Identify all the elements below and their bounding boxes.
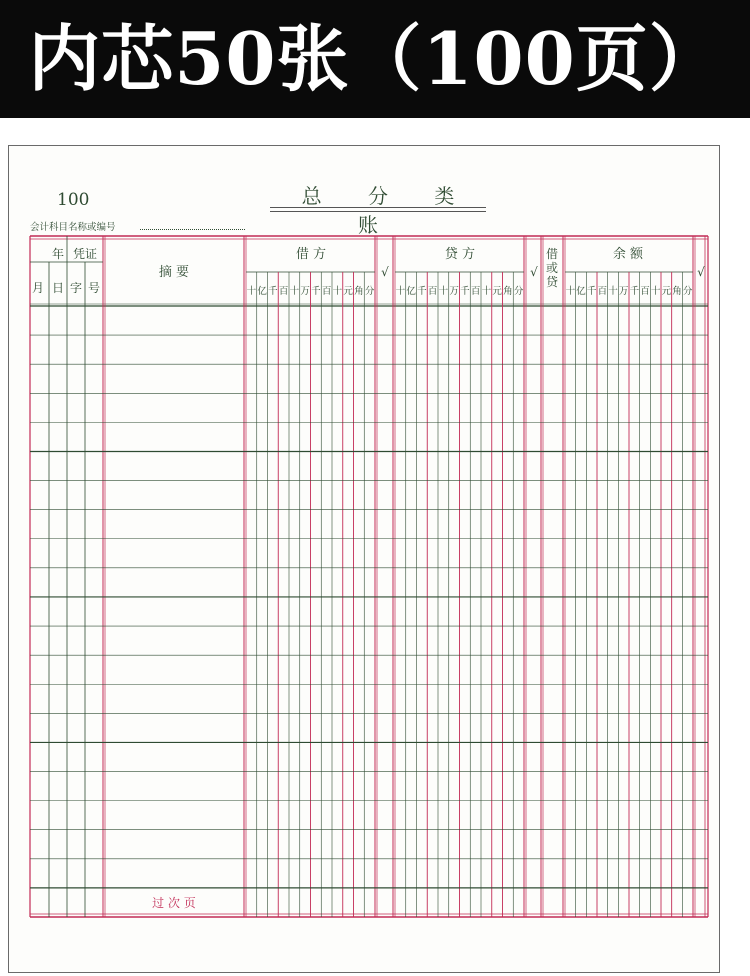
digit-header: 百	[597, 286, 608, 297]
digit-header: 万	[618, 286, 629, 297]
digit-header: 十	[289, 286, 300, 297]
grid-lines	[30, 236, 708, 917]
digit-header: 千	[629, 286, 640, 297]
check-mark-balance: √	[697, 265, 705, 279]
digit-header: 分	[682, 286, 693, 297]
digit-header: 百	[278, 286, 289, 297]
digit-header: 十	[395, 286, 406, 297]
balance-label: 余 额	[612, 247, 644, 262]
digit-header: 千	[311, 286, 321, 297]
debit-credit-indicator: 贷	[545, 275, 559, 289]
digit-header: 百	[640, 286, 650, 297]
summary-label: 摘 要	[158, 265, 190, 280]
digit-header: 元	[492, 286, 502, 297]
digit-header: 千	[417, 286, 427, 297]
banner-title: 内芯50张（100页）	[28, 16, 722, 101]
page-number: 100	[57, 190, 90, 210]
check-mark-debit: √	[381, 265, 389, 279]
digit-header: 十	[650, 286, 661, 297]
digit-header: 元	[661, 286, 672, 297]
digit-header: 千	[268, 286, 278, 297]
debit-label: 借 方	[295, 247, 327, 262]
ledger-title: 总 分 类 账	[301, 184, 475, 237]
digit-header: 角	[672, 286, 682, 297]
digit-header: 千	[586, 286, 597, 297]
carry-forward-label: 过 次 页	[152, 896, 196, 910]
credit-label: 贷 方	[444, 247, 476, 262]
digit-header: 亿	[406, 286, 416, 297]
digit-header: 百	[321, 286, 332, 297]
digit-header: 百	[427, 286, 438, 297]
digit-header: 亿	[257, 286, 267, 297]
digit-header: 十	[438, 286, 449, 297]
voucher-label: 凭证	[72, 247, 98, 261]
year-label: 年	[51, 247, 65, 261]
day-label: 日	[51, 281, 65, 295]
month-label: 月	[31, 281, 45, 295]
debit-credit-indicator: 借	[545, 247, 559, 261]
digit-header: 角	[354, 286, 364, 297]
digit-header: 十	[246, 286, 257, 297]
digit-header: 百	[470, 286, 481, 297]
digit-header: 十	[565, 286, 576, 297]
number-label: 号	[87, 281, 101, 295]
digit-header: 万	[449, 286, 459, 297]
check-mark-credit: √	[530, 265, 538, 279]
char-label: 字	[69, 281, 83, 295]
debit-credit-indicator: 或	[545, 261, 559, 275]
digit-header: 角	[503, 286, 513, 297]
digit-header: 元	[343, 286, 353, 297]
grid-text	[32, 246, 705, 910]
digit-header: 分	[513, 286, 524, 297]
digit-header: 分	[364, 286, 375, 297]
account-name-label: 会计科目名称或编号	[30, 222, 116, 233]
digit-header: 亿	[576, 286, 586, 297]
digit-header: 万	[300, 286, 310, 297]
digit-header: 十	[608, 286, 618, 297]
digit-header: 千	[460, 286, 470, 297]
digit-header: 十	[481, 286, 492, 297]
digit-header: 十	[332, 286, 343, 297]
